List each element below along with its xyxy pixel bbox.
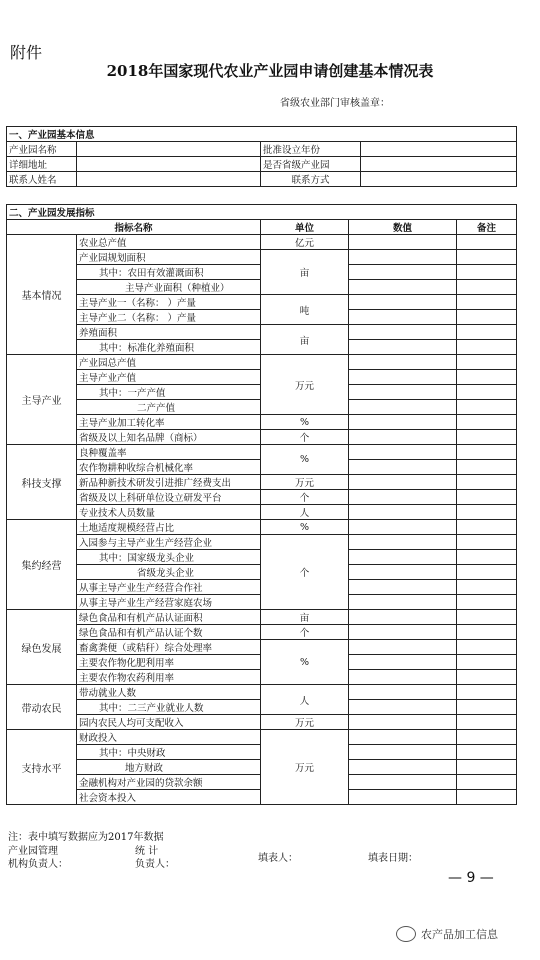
value-cell[interactable] <box>349 505 457 520</box>
value-cell[interactable] <box>349 685 457 700</box>
category-label: 支持水平 <box>7 730 77 805</box>
note-cell[interactable] <box>457 370 517 385</box>
category-label: 带动农民 <box>7 685 77 730</box>
unit-cell: 亩 <box>261 250 349 295</box>
note-cell[interactable] <box>457 610 517 625</box>
value-cell[interactable] <box>349 250 457 265</box>
note-cell[interactable] <box>457 565 517 580</box>
value-cell[interactable] <box>349 490 457 505</box>
indicator-name: 其中：农田有效灌溉面积 <box>77 265 261 280</box>
note-cell[interactable] <box>457 640 517 655</box>
indicator-name: 产业园规划面积 <box>77 250 261 265</box>
provincial-value[interactable] <box>361 157 517 172</box>
note-cell[interactable] <box>457 505 517 520</box>
indicator-name: 主导产业产值 <box>77 370 261 385</box>
note-cell[interactable] <box>457 430 517 445</box>
value-cell[interactable] <box>349 475 457 490</box>
indicator-name: 其中：一产产值 <box>77 385 261 400</box>
value-cell[interactable] <box>349 580 457 595</box>
category-label: 主导产业 <box>7 355 77 445</box>
note-cell[interactable] <box>457 775 517 790</box>
unit-cell: 吨 <box>261 295 349 325</box>
wechat-icon <box>396 926 416 942</box>
indicator-name: 土地适度规模经营占比 <box>77 520 261 535</box>
unit-cell: % <box>261 415 349 430</box>
date-label: 填表日期： <box>368 853 418 864</box>
value-cell[interactable] <box>349 640 457 655</box>
indicator-name: 从事主导产业生产经营合作社 <box>77 580 261 595</box>
unit-cell: % <box>261 520 349 535</box>
unit-cell: 亩 <box>261 325 349 355</box>
note-cell[interactable] <box>457 655 517 670</box>
indicator-name: 农业总产值 <box>77 235 261 250</box>
value-cell[interactable] <box>349 235 457 250</box>
note-cell[interactable] <box>457 760 517 775</box>
indicators-table <box>6 204 517 805</box>
address-value[interactable] <box>77 157 261 172</box>
value-cell[interactable] <box>349 745 457 760</box>
category-label: 绿色发展 <box>7 610 77 685</box>
value-cell[interactable] <box>349 385 457 400</box>
col-header-note: 备注 <box>457 220 517 235</box>
indicator-name: 新品种新技术研发引进推广经费支出 <box>77 475 261 490</box>
value-cell[interactable] <box>349 460 457 475</box>
indicator-name: 养殖面积 <box>77 325 261 340</box>
stats-label-line2: 负责人： <box>135 859 175 870</box>
unit-cell: 人 <box>261 505 349 520</box>
indicator-name: 入园参与主导产业生产经营企业 <box>77 535 261 550</box>
filler-label: 填表人： <box>258 853 298 864</box>
indicators-section-title: 二、产业园发展指标 <box>7 205 517 220</box>
indicator-name: 财政投入 <box>77 730 261 745</box>
unit-cell: 个 <box>261 490 349 505</box>
note-cell[interactable] <box>457 625 517 640</box>
value-cell[interactable] <box>349 790 457 805</box>
unit-cell: 万元 <box>261 715 349 730</box>
unit-cell: 个 <box>261 430 349 445</box>
page-title: 2018年国家现代农业产业园申请创建基本情况表 <box>106 62 434 80</box>
indicator-name: 其中：二三产业就业人数 <box>77 700 261 715</box>
value-cell[interactable] <box>349 715 457 730</box>
value-cell[interactable] <box>349 520 457 535</box>
value-cell[interactable] <box>349 340 457 355</box>
value-cell[interactable] <box>349 415 457 430</box>
indicator-name: 省级及以上科研单位设立研发平台 <box>77 490 261 505</box>
contact-label: 联系人姓名 <box>7 172 77 187</box>
note-cell[interactable] <box>457 580 517 595</box>
indicator-name: 省级龙头企业 <box>77 565 261 580</box>
indicator-name: 畜禽粪便（或秸秆）综合处理率 <box>77 640 261 655</box>
name-label: 产业园名称 <box>7 142 77 157</box>
value-cell[interactable] <box>349 655 457 670</box>
category-label: 基本情况 <box>7 235 77 355</box>
note-cell[interactable] <box>457 295 517 310</box>
note-cell[interactable] <box>457 745 517 760</box>
category-label: 集约经营 <box>7 520 77 610</box>
contact-value[interactable] <box>77 172 261 187</box>
watermark <box>396 926 498 942</box>
note-cell[interactable] <box>457 520 517 535</box>
approval-year-value[interactable] <box>361 142 517 157</box>
unit-cell: % <box>261 445 349 475</box>
note-cell[interactable] <box>457 235 517 250</box>
unit-cell: 亿元 <box>261 235 349 250</box>
unit-cell: 万元 <box>261 475 349 490</box>
mgmt-label-line1: 产业园管理 <box>8 846 58 857</box>
indicator-name: 带动就业人数 <box>77 685 261 700</box>
value-cell[interactable] <box>349 775 457 790</box>
address-label: 详细地址 <box>7 157 77 172</box>
indicator-name: 金融机构对产业园的贷款余额 <box>77 775 261 790</box>
indicator-name: 主导产业一（名称： ）产量 <box>77 295 261 310</box>
indicator-name: 主导产业面积（种植业） <box>77 280 261 295</box>
approval-year-label: 批准设立年份 <box>261 142 361 157</box>
page-number: — 9 — <box>448 870 494 886</box>
indicator-name: 社会资本投入 <box>77 790 261 805</box>
value-cell[interactable] <box>349 595 457 610</box>
note-cell[interactable] <box>457 670 517 685</box>
footnote: 注：表中填写数据应为2017年数据 <box>8 832 164 843</box>
basic-info-table <box>6 126 517 187</box>
unit-cell: 个 <box>261 535 349 610</box>
note-cell[interactable] <box>457 685 517 700</box>
indicator-name: 其中：中央财政 <box>77 745 261 760</box>
note-cell[interactable] <box>457 535 517 550</box>
contact-method-label: 联系方式 <box>261 172 361 187</box>
indicator-name: 地方财政 <box>77 760 261 775</box>
indicator-name: 其中：标准化养殖面积 <box>77 340 261 355</box>
watermark-text: 农产品加工信息 <box>421 928 498 941</box>
stats-label-line1: 统 计 <box>135 846 159 857</box>
note-cell[interactable] <box>457 250 517 265</box>
note-cell[interactable] <box>457 475 517 490</box>
note-cell[interactable] <box>457 385 517 400</box>
mgmt-label-line2: 机构负责人： <box>8 859 68 870</box>
unit-cell: 人 <box>261 685 349 715</box>
note-cell[interactable] <box>457 595 517 610</box>
annex-label: 附件 <box>10 43 43 62</box>
value-cell[interactable] <box>349 280 457 295</box>
note-cell[interactable] <box>457 325 517 340</box>
value-cell[interactable] <box>349 445 457 460</box>
note-cell[interactable] <box>457 280 517 295</box>
value-cell[interactable] <box>349 550 457 565</box>
note-cell[interactable] <box>457 490 517 505</box>
unit-cell: 万元 <box>261 355 349 415</box>
value-cell[interactable] <box>349 610 457 625</box>
value-cell[interactable] <box>349 565 457 580</box>
unit-cell: 亩 <box>261 610 349 625</box>
note-cell[interactable] <box>457 415 517 430</box>
contact-method-value[interactable] <box>361 172 517 187</box>
category-label: 科技支撑 <box>7 445 77 520</box>
info-section-title: 一、产业园基本信息 <box>7 127 517 142</box>
value-cell[interactable] <box>349 625 457 640</box>
value-cell[interactable] <box>349 400 457 415</box>
note-cell[interactable] <box>457 310 517 325</box>
indicator-name: 产业园总产值 <box>77 355 261 370</box>
unit-cell: 万元 <box>261 730 349 805</box>
value-cell[interactable] <box>349 700 457 715</box>
indicator-name: 主要农作物农药利用率 <box>77 670 261 685</box>
value-cell[interactable] <box>349 670 457 685</box>
indicator-name: 良种覆盖率 <box>77 445 261 460</box>
value-cell[interactable] <box>349 355 457 370</box>
unit-cell: 个 <box>261 625 349 640</box>
value-cell[interactable] <box>349 760 457 775</box>
indicator-name: 二产产值 <box>77 400 261 415</box>
indicator-name: 专业技术人员数量 <box>77 505 261 520</box>
unit-cell: % <box>261 640 349 685</box>
note-cell[interactable] <box>457 730 517 745</box>
note-cell[interactable] <box>457 445 517 460</box>
value-cell[interactable] <box>349 325 457 340</box>
indicator-name: 省级及以上知名品牌（商标） <box>77 430 261 445</box>
note-cell[interactable] <box>457 265 517 280</box>
note-cell[interactable] <box>457 340 517 355</box>
seal-line: 省级农业部门审核盖章： <box>280 98 390 109</box>
indicator-name: 绿色食品和有机产品认证面积 <box>77 610 261 625</box>
value-cell[interactable] <box>349 295 457 310</box>
indicator-name: 园内农民人均可支配收入 <box>77 715 261 730</box>
indicator-name: 从事主导产业生产经营家庭农场 <box>77 595 261 610</box>
indicator-name: 主导产业加工转化率 <box>77 415 261 430</box>
note-cell[interactable] <box>457 715 517 730</box>
indicator-name: 绿色食品和有机产品认证个数 <box>77 625 261 640</box>
value-cell[interactable] <box>349 430 457 445</box>
indicator-name: 主导产业二（名称： ）产量 <box>77 310 261 325</box>
note-cell[interactable] <box>457 700 517 715</box>
value-cell[interactable] <box>349 730 457 745</box>
note-cell[interactable] <box>457 355 517 370</box>
indicator-name: 农作物耕种收综合机械化率 <box>77 460 261 475</box>
note-cell[interactable] <box>457 460 517 475</box>
col-header-value: 数值 <box>349 220 457 235</box>
value-cell[interactable] <box>349 265 457 280</box>
col-header-unit: 单位 <box>261 220 349 235</box>
name-value[interactable] <box>77 142 261 157</box>
value-cell[interactable] <box>349 370 457 385</box>
note-cell[interactable] <box>457 790 517 805</box>
provincial-label: 是否省级产业园 <box>261 157 361 172</box>
value-cell[interactable] <box>349 535 457 550</box>
indicator-name: 其中：国家级龙头企业 <box>77 550 261 565</box>
col-header-name: 指标名称 <box>7 220 261 235</box>
indicator-name: 主要农作物化肥利用率 <box>77 655 261 670</box>
note-cell[interactable] <box>457 550 517 565</box>
value-cell[interactable] <box>349 310 457 325</box>
note-cell[interactable] <box>457 400 517 415</box>
